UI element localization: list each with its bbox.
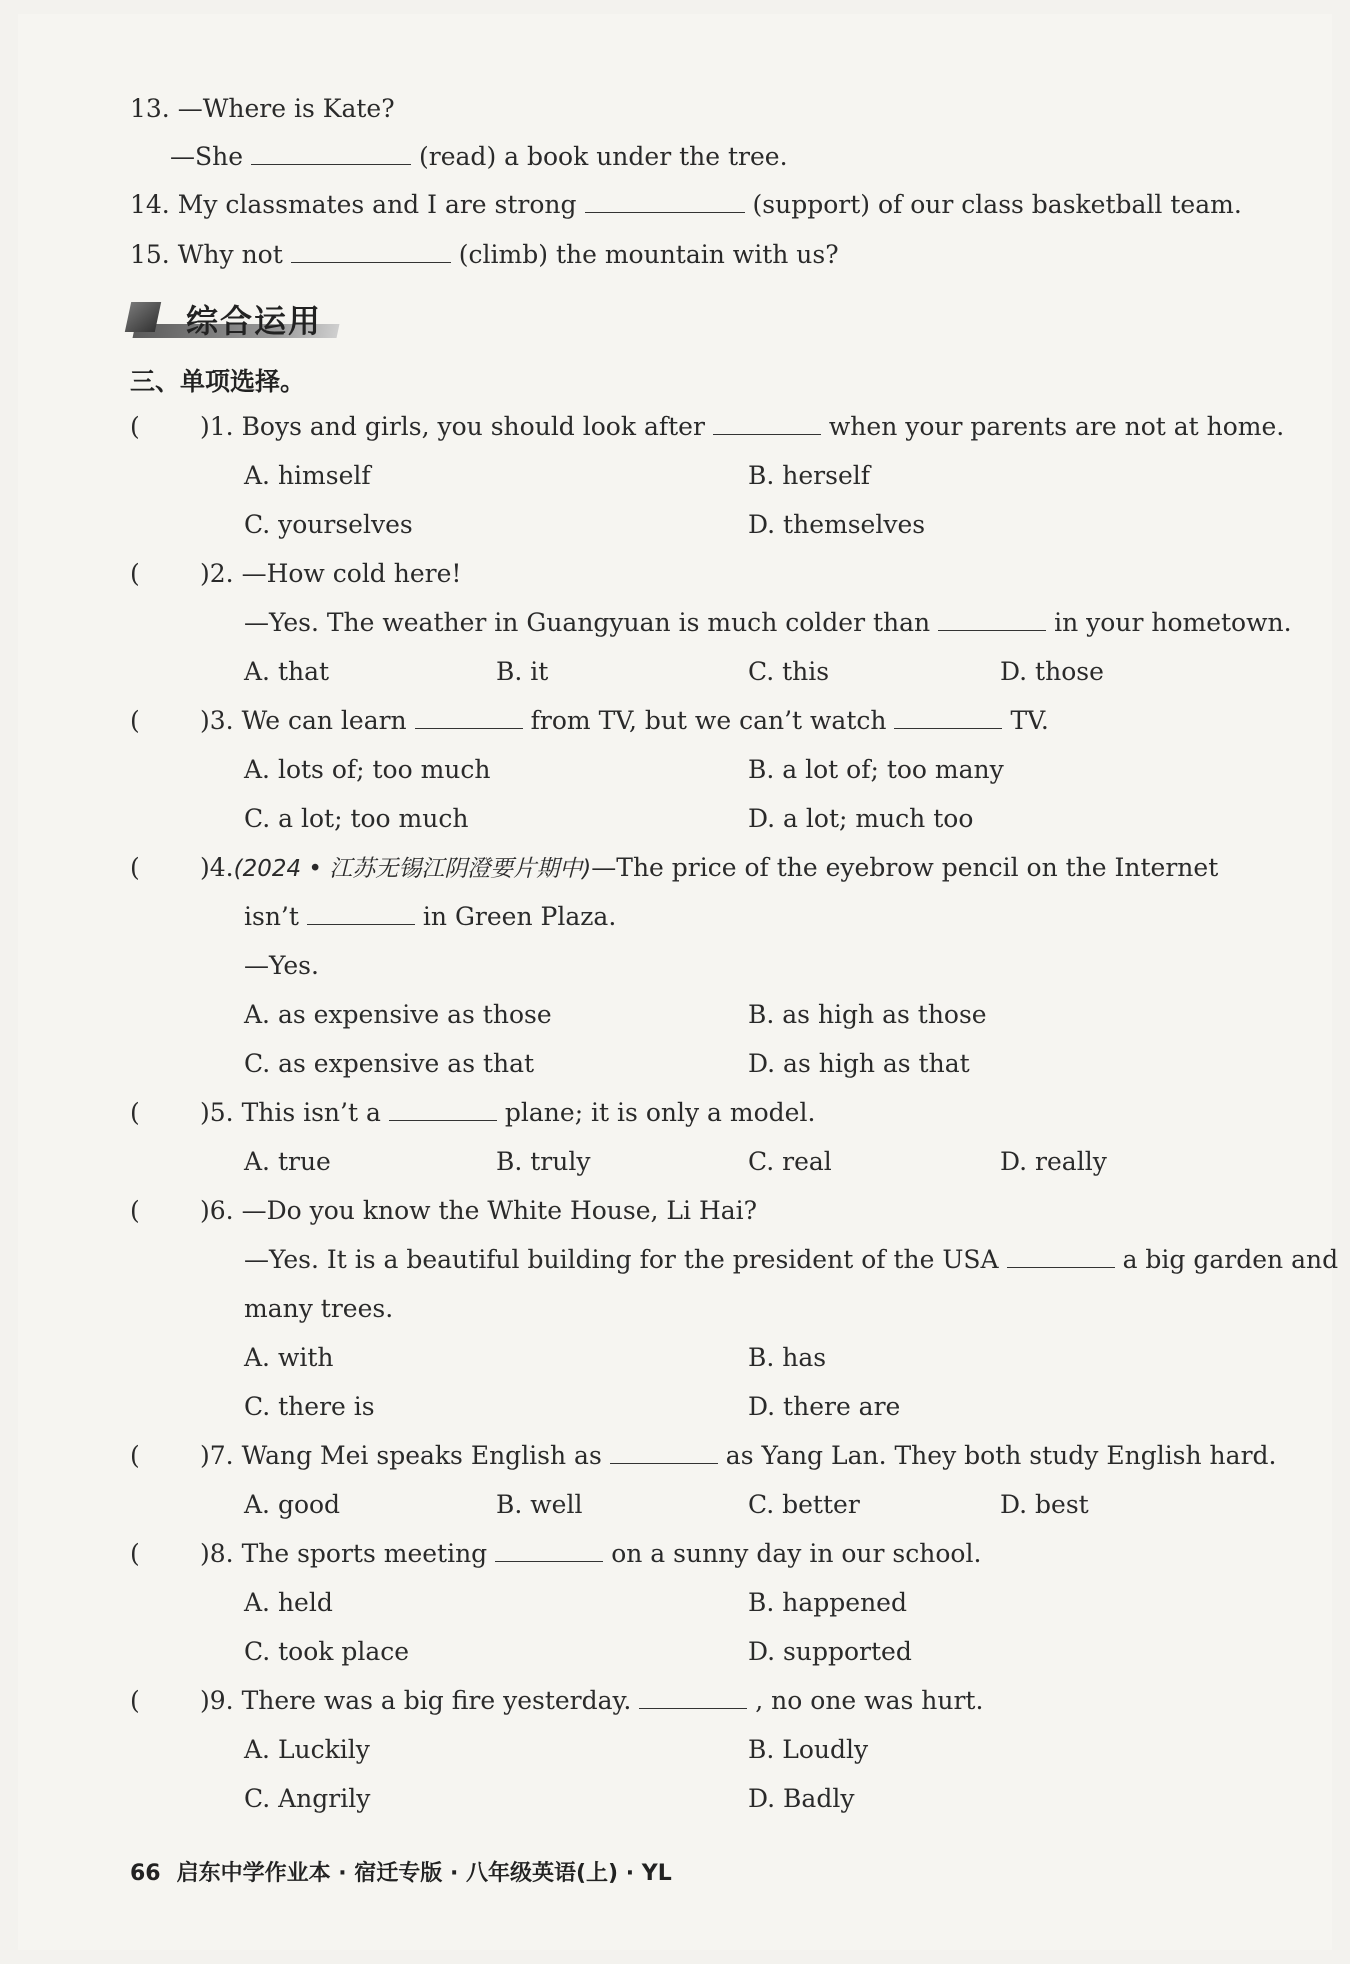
- question-source: (2024 • 江苏无锡江阴澄要片期中): [233, 856, 592, 882]
- option-a[interactable]: A. true: [244, 1147, 331, 1176]
- page-footer: [130, 1856, 672, 1887]
- question-7-stem: [200, 1439, 1276, 1473]
- option-d[interactable]: D. there are: [748, 1392, 901, 1421]
- page-number: 66: [130, 1861, 161, 1886]
- option-a[interactable]: A. Luckily: [244, 1735, 370, 1764]
- answer-paren[interactable]: (: [130, 1196, 140, 1225]
- answer-paren[interactable]: (: [130, 706, 140, 735]
- answer-blank[interactable]: [291, 238, 451, 263]
- question-number: )9.: [200, 1686, 234, 1715]
- stem-text: The sports meeting: [241, 1539, 488, 1568]
- option-d[interactable]: D. themselves: [748, 510, 926, 539]
- option-a[interactable]: A. with: [244, 1343, 334, 1372]
- stem-text: (support) of our class basketball team.: [752, 190, 1242, 219]
- question-6-line3: [244, 1292, 393, 1326]
- section-header: [128, 296, 340, 344]
- option-b[interactable]: B. happened: [748, 1588, 907, 1617]
- stem-text: plane; it is only a model.: [504, 1098, 816, 1127]
- option-b[interactable]: B. well: [496, 1490, 583, 1519]
- answer-blank[interactable]: [251, 140, 411, 165]
- option-a[interactable]: A. lots of; too much: [244, 755, 491, 784]
- fill-in-13-line2: [170, 140, 788, 174]
- section-block-icon: [125, 302, 161, 332]
- question-4-line2: [244, 900, 616, 934]
- answer-blank[interactable]: [415, 704, 523, 729]
- stem-text: —She: [170, 142, 244, 171]
- answer-blank[interactable]: [389, 1096, 497, 1121]
- option-c[interactable]: C. this: [748, 657, 830, 686]
- stem-text: —Yes. The weather in Guangyuan is much colder than: [244, 608, 931, 637]
- option-c[interactable]: C. there is: [244, 1392, 375, 1421]
- answer-blank[interactable]: [1007, 1243, 1115, 1268]
- option-b[interactable]: B. has: [748, 1343, 827, 1372]
- fill-in-15: [130, 238, 839, 272]
- question-number: )8.: [200, 1539, 234, 1568]
- option-d[interactable]: D. a lot; much too: [748, 804, 974, 833]
- option-a[interactable]: A. himself: [244, 461, 371, 490]
- stem-text: in your hometown.: [1054, 608, 1292, 637]
- stem-text: There was a big fire yesterday.: [241, 1686, 632, 1715]
- option-d[interactable]: D. as high as that: [748, 1049, 970, 1078]
- answer-paren[interactable]: (: [130, 853, 140, 882]
- stem-text: a big garden and: [1122, 1245, 1339, 1274]
- option-c[interactable]: C. took place: [244, 1637, 410, 1666]
- stem-text: —Yes. It is a beautiful building for the president of the USA: [244, 1245, 999, 1274]
- option-c[interactable]: C. Angrily: [244, 1784, 371, 1813]
- stem-text: —Yes.: [244, 951, 319, 980]
- option-b[interactable]: B. a lot of; too many: [748, 755, 1004, 784]
- stem-text: Why not: [177, 240, 283, 269]
- answer-blank[interactable]: [307, 900, 415, 925]
- option-c[interactable]: C. real: [748, 1147, 832, 1176]
- option-b[interactable]: B. as high as those: [748, 1000, 987, 1029]
- answer-paren[interactable]: (: [130, 1539, 140, 1568]
- item-number: 15.: [130, 240, 170, 269]
- option-d[interactable]: D. those: [1000, 657, 1104, 686]
- option-a[interactable]: A. that: [244, 657, 330, 686]
- option-d[interactable]: D. best: [1000, 1490, 1089, 1519]
- section-subtitle: 三、单项选择。: [130, 367, 306, 396]
- question-9-stem: [200, 1684, 983, 1718]
- option-a[interactable]: A. held: [244, 1588, 333, 1617]
- answer-blank[interactable]: [894, 704, 1002, 729]
- option-b[interactable]: B. herself: [748, 461, 870, 490]
- footer-title: 启东中学作业本 · 宿迁专版 · 八年级英语(上) · YL: [176, 1861, 672, 1886]
- stem-text: from TV, but we can’t watch: [530, 706, 887, 735]
- answer-blank[interactable]: [610, 1439, 718, 1464]
- item-number: 13.: [130, 94, 170, 123]
- option-c[interactable]: C. a lot; too much: [244, 804, 469, 833]
- question-6-line2: [244, 1243, 1338, 1277]
- stem-text: TV.: [1010, 706, 1049, 735]
- question-1-stem: [200, 410, 1284, 444]
- dialog-line: —Where is Kate?: [177, 94, 395, 123]
- question-number: )4.: [200, 853, 234, 882]
- stem-text: on a sunny day in our school.: [611, 1539, 982, 1568]
- question-4-line3: [244, 949, 319, 983]
- stem-text: This isn’t a: [241, 1098, 381, 1127]
- option-d[interactable]: D. really: [1000, 1147, 1107, 1176]
- question-number: )7.: [200, 1441, 234, 1470]
- option-c[interactable]: C. as expensive as that: [244, 1049, 535, 1078]
- stem-text: My classmates and I are strong: [177, 190, 577, 219]
- question-6-stem: [200, 1194, 757, 1228]
- answer-paren[interactable]: (: [130, 1441, 140, 1470]
- answer-paren[interactable]: (: [130, 1686, 140, 1715]
- question-8-stem: [200, 1537, 981, 1571]
- option-a[interactable]: A. as expensive as those: [244, 1000, 552, 1029]
- question-number: )3.: [200, 706, 234, 735]
- question-number: )5.: [200, 1098, 234, 1127]
- stem-text: (climb) the mountain with us?: [458, 240, 839, 269]
- question-2-line2: [244, 606, 1292, 640]
- stem-text: , no one was hurt.: [755, 1686, 984, 1715]
- section-title: 综合运用: [186, 302, 323, 340]
- answer-blank[interactable]: [585, 188, 745, 213]
- answer-paren[interactable]: (: [130, 559, 140, 588]
- question-number: )2.: [200, 559, 234, 588]
- question-5-stem: [200, 1096, 815, 1130]
- stem-text: when your parents are not at home.: [828, 412, 1285, 441]
- option-d[interactable]: D. Badly: [748, 1784, 855, 1813]
- stem-text: Wang Mei speaks English as: [241, 1441, 602, 1470]
- item-number: 14.: [130, 190, 170, 219]
- stem-text: (read) a book under the tree.: [419, 142, 788, 171]
- option-d[interactable]: D. supported: [748, 1637, 912, 1666]
- answer-paren[interactable]: (: [130, 412, 140, 441]
- option-b[interactable]: B. truly: [496, 1147, 591, 1176]
- answer-paren[interactable]: (: [130, 1098, 140, 1127]
- option-a[interactable]: A. good: [244, 1490, 341, 1519]
- stem-text: We can learn: [241, 706, 407, 735]
- option-b[interactable]: B. Loudly: [748, 1735, 869, 1764]
- stem-text: as Yang Lan. They both study English hard.: [725, 1441, 1277, 1470]
- answer-blank[interactable]: [713, 410, 821, 435]
- question-number: )1.: [200, 412, 234, 441]
- option-c[interactable]: C. better: [748, 1490, 860, 1519]
- stem-text: in Green Plaza.: [422, 902, 617, 931]
- option-b[interactable]: B. it: [496, 657, 549, 686]
- stem-text: —The price of the eyebrow pencil on the Internet: [591, 853, 1219, 882]
- stem-text: —How cold here!: [241, 559, 462, 588]
- stem-text: many trees.: [244, 1294, 394, 1323]
- question-3-stem: [200, 704, 1049, 738]
- answer-blank[interactable]: [639, 1684, 747, 1709]
- fill-in-13-line1: [130, 92, 395, 126]
- question-2-stem: [200, 557, 461, 591]
- stem-text: —Do you know the White House, Li Hai?: [241, 1196, 758, 1225]
- question-4-stem: [200, 851, 1218, 886]
- stem-text: isn’t: [244, 902, 299, 931]
- stem-text: Boys and girls, you should look after: [241, 412, 705, 441]
- answer-blank[interactable]: [495, 1537, 603, 1562]
- answer-blank[interactable]: [938, 606, 1046, 631]
- question-number: )6.: [200, 1196, 234, 1225]
- fill-in-14: [130, 188, 1242, 222]
- option-c[interactable]: C. yourselves: [244, 510, 413, 539]
